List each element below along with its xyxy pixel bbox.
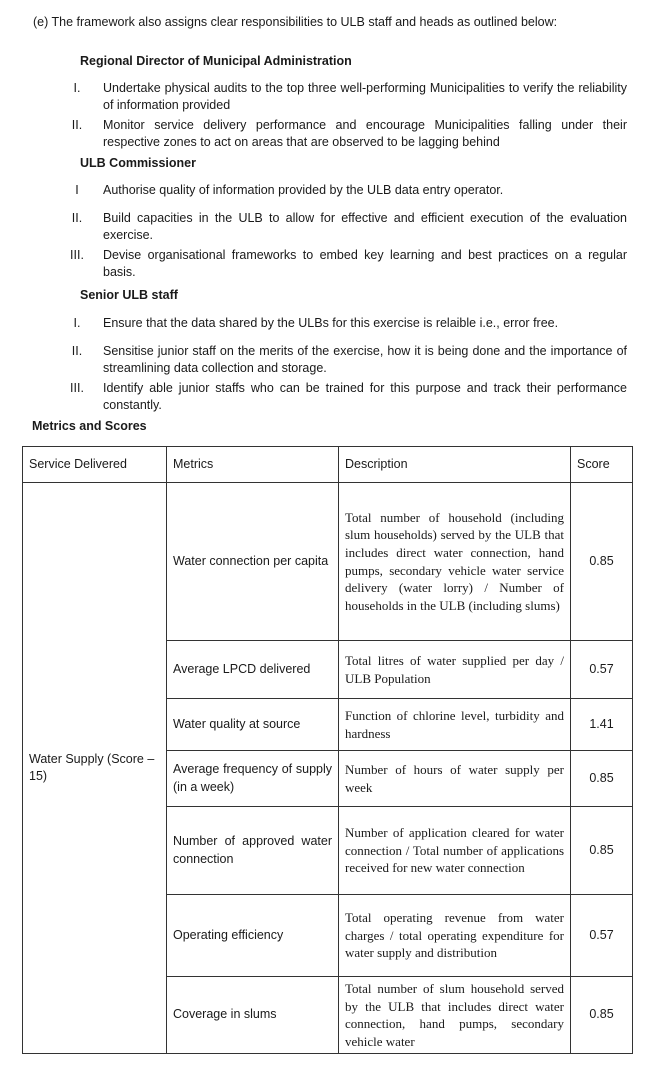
section-heading-regional-director: Regional Director of Municipal Administration	[80, 54, 352, 68]
metrics-table	[22, 446, 633, 1054]
description-cell: Total number of household (including slum households) served by the ULB that includes direct water connection, hand pumps, secondary vehicle water service delivery (water lorry) / Number of households in the ULB (including slums)	[339, 483, 571, 641]
list-item-number: I.	[73, 81, 81, 95]
header-metrics: Metrics	[167, 447, 339, 483]
list-item-text: Sensitise junior staff on the merits of the exercise, how it is being done and the importance of streamlining data collection and storage.	[103, 344, 627, 376]
table-row	[23, 483, 633, 641]
metric-cell: Water connection per capita	[167, 483, 339, 641]
list-item-text: Ensure that the data shared by the ULBs for this exercise is relaible i.e., error free.	[103, 316, 559, 330]
score-cell: 0.57	[571, 641, 633, 699]
score-cell: 0.85	[571, 977, 633, 1054]
list-item-text: Authorise quality of information provided by the ULB data entry operator.	[103, 183, 504, 197]
description-cell: Function of chlorine level, turbidity and hardness	[339, 699, 571, 751]
list-item-number: II.	[71, 118, 83, 132]
description-cell: Total operating revenue from water charges / total operating expenditure for water supply and distribution	[339, 895, 571, 977]
list-item-number: III.	[70, 381, 84, 395]
section-heading-ulb-commissioner: ULB Commissioner	[80, 156, 196, 170]
service-delivered-cell: Water Supply (Score – 15)	[23, 483, 167, 1054]
score-cell: 0.85	[571, 751, 633, 807]
score-cell: 1.41	[571, 699, 633, 751]
table-header-row	[23, 447, 633, 483]
metric-cell: Average frequency of supply (in a week)	[167, 751, 339, 807]
score-cell: 0.85	[571, 807, 633, 895]
list-item-text: Undertake physical audits to the top three well-performing Municipalities to verify the reliability of information provided	[103, 81, 627, 113]
list-item-text: Monitor service delivery performance and encourage Municipalities falling under their respective zones to act on areas that are observed to be lagging behind	[103, 118, 627, 150]
list-item-text: Identify able junior staffs who can be trained for this purpose and track their performance constantly.	[103, 381, 627, 413]
list-item-text: Build capacities in the ULB to allow for effective and efficient execution of the evaluation exercise.	[103, 211, 627, 243]
header-description: Description	[339, 447, 571, 483]
list-item-number: III.	[70, 248, 84, 262]
metrics-title: Metrics and Scores	[32, 419, 147, 433]
description-cell: Number of application cleared for water connection / Total number of applications received for new water connection	[339, 807, 571, 895]
section-heading-senior-ulb-staff: Senior ULB staff	[80, 288, 178, 302]
intro-paragraph: (e) The framework also assigns clear responsibilities to ULB staff and heads as outlined below:	[33, 15, 558, 29]
metric-cell: Number of approved water connection	[167, 807, 339, 895]
score-cell: 0.85	[571, 483, 633, 641]
list-item-number: II.	[71, 211, 83, 225]
list-item-number: II.	[71, 344, 83, 358]
list-item-number: I.	[73, 316, 81, 330]
list-item-number: I	[75, 183, 79, 197]
metric-cell: Operating efficiency	[167, 895, 339, 977]
header-service-delivered: Service Delivered	[23, 447, 167, 483]
header-score: Score	[571, 447, 633, 483]
list-item-text: Devise organisational frameworks to embed key learning and best practices on a regular basis.	[103, 248, 627, 280]
description-cell: Total number of slum household served by the ULB that includes direct water connection, hand pumps, secondary vehicle water	[339, 977, 571, 1054]
score-cell: 0.57	[571, 895, 633, 977]
description-cell: Total litres of water supplied per day / ULB Population	[339, 641, 571, 699]
metric-cell: Water quality at source	[167, 699, 339, 751]
metric-cell: Coverage in slums	[167, 977, 339, 1054]
metric-cell: Average LPCD delivered	[167, 641, 339, 699]
description-cell: Number of hours of water supply per week	[339, 751, 571, 807]
